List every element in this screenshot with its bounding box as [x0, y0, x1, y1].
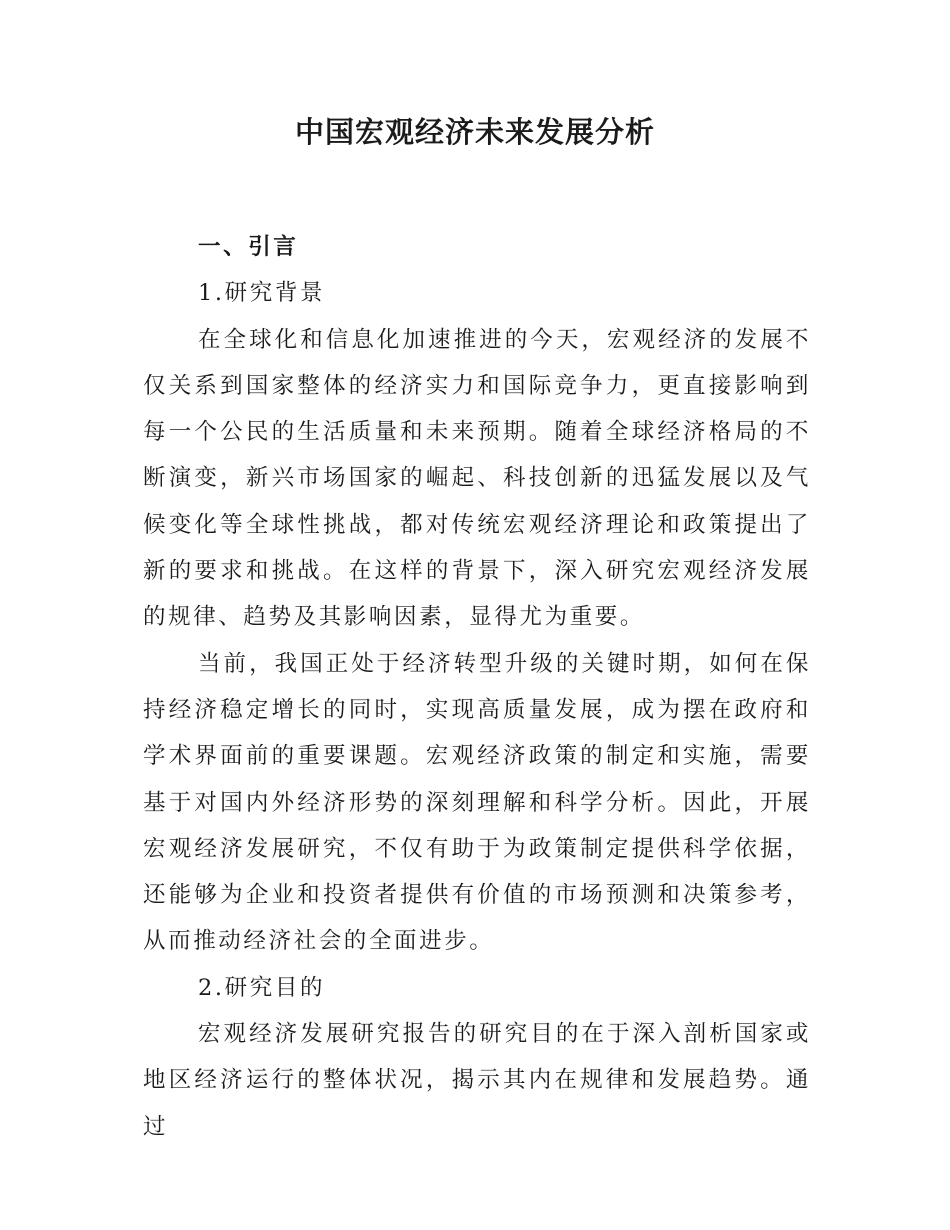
subsection-heading-purpose: 2.研究目的	[198, 974, 326, 1001]
paragraph-background-2: 当前，我国正处于经济转型升级的关键时期，如何在保持经济稳定增长的同时，实现高质量发展，成为摆在政府和学术界面前的重要课题。宏观经济政策的制定和实施，需要基于对国内外经济形势的深刻理解和科学分析。因此，开展宏观经济发展研究，不仅有助于为政策制定提供科学依据，还能够为企业和投资者提供有价值的市场预测和决策参考，从而推动经济社会的全面进步。	[143, 650, 811, 955]
document-title: 中国宏观经济未来发展分析	[294, 115, 655, 149]
section-heading-introduction: 一、引言	[198, 234, 299, 260]
paragraph-background-1: 在全球化和信息化加速推进的今天，宏观经济的发展不仅关系到国家整体的经济实力和国际竞争力，更直接影响到每一个公民的生活质量和未来预期。随着全球经济格局的不断演变，新兴市场国家的崛起、科技创新的迅猛发展以及气候变化等全球性挑战，都对传统宏观经济理论和政策提出了新的要求和挑战。在这样的背景下，深入研究宏观经济发展的规律、趋势及其影响因素，显得尤为重要。	[143, 326, 811, 631]
document-body	[143, 224, 811, 1150]
subsection-heading-background: 1.研究背景	[198, 280, 326, 307]
paragraph-purpose-1: 宏观经济发展研究报告的研究目的在于深入剖析国家或地区经济运行的整体状况，揭示其内在规律和发展趋势。通过	[143, 1021, 811, 1140]
